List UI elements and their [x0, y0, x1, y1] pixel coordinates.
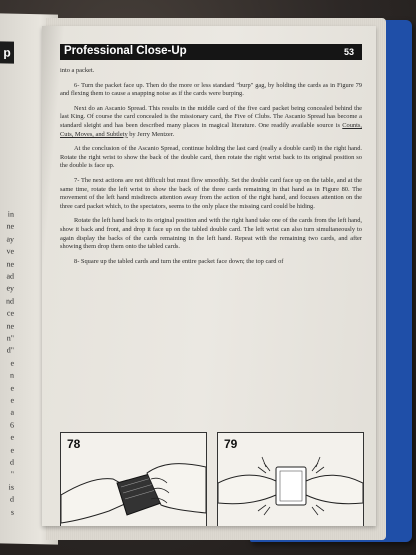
left-page-text-fragment: e — [10, 395, 14, 405]
paragraph: Next do an Ascanio Spread. This results in the middle card of the five card packet being concealed behind the last King. Of course the card concealed is the missionary card, the Five of Clubs. The Ascanio Spread has become a standard sleight and has been described many places in magical literature. One readily available source is Counts, Cuts, Moves, and Subtlety by Jerry Mentzer. — [60, 104, 362, 138]
left-page-text-fragment: d — [10, 457, 14, 467]
figure-78 — [60, 432, 207, 526]
paragraph: 7- The next actions are not difficult but must flow smoothly. Set the double card face up on the table, and at the same time, rotate the left wrist to show the back of the three cards remaining in that hand as in Figure 80. The movement of the left hand misdirects attention away from the action of the right hand, and focuses attention on the three card packet which, to the spectators, seems to the only place the missing card could be hiding. — [60, 176, 362, 210]
left-page-text-fragment: n" — [6, 333, 14, 343]
paragraph: At the conclusion of the Ascanio Spread, continue holding the last card (really a double card) in the right hand. Rotate the right wrist to show the back of the double card, then rotate the right wrist back to its original position so the double is face up. — [60, 145, 362, 170]
book-reference: Counts, Cuts, Moves, and Subtlety — [60, 121, 362, 138]
page-number: 53 — [343, 47, 354, 57]
left-page-text-fragment: e — [10, 432, 14, 442]
left-page-text-fragment: ne — [6, 259, 14, 269]
book-page — [42, 26, 376, 526]
left-page-text-fragment: d — [10, 494, 14, 504]
paragraph: 6- Turn the packet face up. Then do the more or less standard "burp" gag, by holding the cards as in Figure 79 and flexing them to cause a snapping noise as if the cards were burping. — [60, 81, 362, 98]
hands-illustration-79 — [218, 433, 363, 526]
left-page-text-fragment: s — [10, 507, 14, 517]
left-page-text-fragment: n — [10, 370, 14, 380]
left-page-text-fragment: nd — [6, 296, 14, 306]
left-page-text-fragment: 6 — [10, 420, 14, 430]
left-page-text-fragment: ne — [6, 221, 14, 232]
left-page-text-fragment: " — [10, 470, 14, 480]
figure-number: 78 — [67, 437, 81, 451]
left-page-text-fragment: ey — [6, 283, 14, 294]
left-page-text-fragment: d" — [6, 345, 14, 356]
left-page-header: p — [0, 41, 14, 63]
figure-number: 79 — [224, 437, 238, 451]
left-page-text-fragment: a — [10, 408, 14, 418]
figure-79 — [217, 432, 364, 526]
left-page-text-fragment: ve — [6, 246, 14, 256]
left-page-text-fragment: is — [8, 482, 14, 492]
left-page-text-fragment: e — [10, 383, 14, 393]
left-page-text-fragment: e — [10, 445, 14, 455]
body-text — [60, 67, 362, 272]
paragraph: Rotate the left hand back to its original position and with the right hand take one of the cards from the left hand, show it back and front, and drop it face up on the tabled double card. The left wrist can also turn simultaneously to again display the backs of the cards remaining in the left hand. Repeat with the remaining two cards, and after showing them drop them onto the tabled cards. — [60, 217, 362, 251]
left-page-text-fragment: ay — [6, 234, 14, 244]
left-page-text-fragment: in — [7, 209, 14, 219]
paragraph: 8- Square up the tabled cards and turn the entire packet face down; the top card of — [74, 257, 284, 265]
left-page-text-fragment: ne — [6, 321, 14, 331]
left-page-text-fragment: e — [10, 358, 14, 368]
left-page-text-fragment: ad — [6, 271, 14, 281]
left-page-text-fragment: ce — [6, 308, 14, 318]
paragraph: into a packet. — [60, 67, 95, 74]
chapter-title: Professional Close-Up — [64, 45, 187, 57]
hands-illustration-78 — [61, 433, 206, 526]
page-header-bar — [60, 44, 362, 60]
